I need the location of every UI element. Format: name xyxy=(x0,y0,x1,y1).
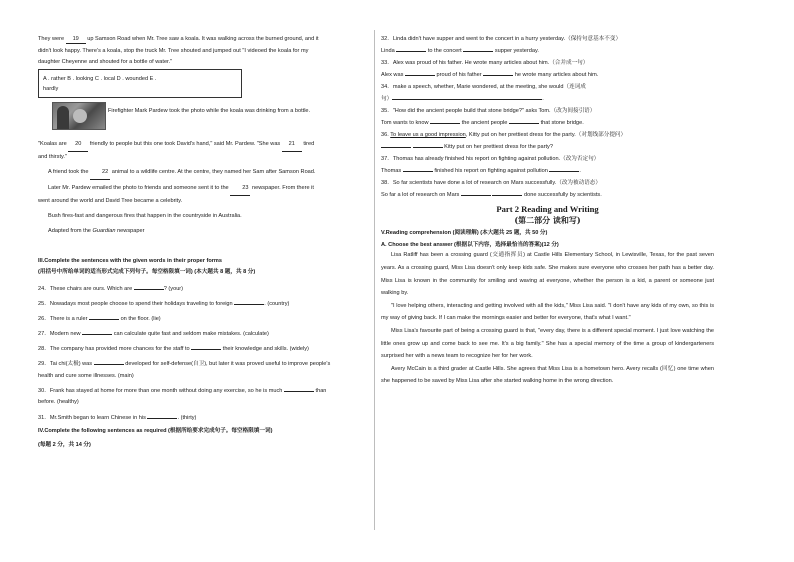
blank-23[interactable]: 23 xyxy=(230,183,250,196)
column-divider xyxy=(374,30,375,530)
question-35-answer xyxy=(381,120,714,128)
passage-line: and thirsty." xyxy=(38,153,67,160)
blank-21[interactable]: 21 xyxy=(282,139,302,152)
answer-blank[interactable] xyxy=(134,289,164,290)
text: their knowledge and skills. (widely) xyxy=(222,346,309,353)
text: friendly to people but this one took David's hand," said Mr. Pardew. "She was xyxy=(89,141,281,148)
answer-blank[interactable] xyxy=(381,147,411,148)
blank-20[interactable]: 20 xyxy=(68,139,88,152)
question-30 xyxy=(38,386,368,398)
part-2-subtitle: (第二部分 读和写) xyxy=(514,214,581,225)
question-32: 32．Linda didn't have supper and went to the concert in a hurry yesterday.（保持句意基本不变） xyxy=(381,36,622,42)
question-37-answer: Thomas finished his report on fighting against pollution . xyxy=(381,167,581,174)
text: Later Mr. Pardew emailed the photo to friends and someone sent it to the xyxy=(48,185,229,191)
text: Kitty put on her prettiest dress for the party? xyxy=(444,143,553,150)
answer-blank[interactable] xyxy=(463,51,493,52)
footnote: Bush fires-fast and dangerous fires that happen in the countryside in Australia. xyxy=(48,212,242,219)
answer-blank[interactable] xyxy=(89,319,119,320)
answer-line[interactable] xyxy=(392,99,542,100)
blank-19[interactable]: 19 xyxy=(66,36,86,44)
text: newspaper. From there it xyxy=(252,185,314,191)
photo-row xyxy=(38,102,368,132)
passage-line xyxy=(38,167,368,180)
answer-blank[interactable] xyxy=(82,334,112,335)
passage-line xyxy=(38,36,368,44)
text: up Samson Road when Mr. Tree saw a koala. It was walking across the burned ground, and it xyxy=(87,36,319,42)
text: 25．Nowadays most people choose to spend their holidays traveling to foreign xyxy=(38,300,233,307)
answer-blank[interactable] xyxy=(403,171,433,172)
text: Adapted from the xyxy=(48,227,91,234)
part-2-title: Part 2 Reading and Writing xyxy=(496,203,599,214)
text: supper yesterday. xyxy=(494,47,539,54)
section-4-subtitle: (每题 2 分，共 14 分) xyxy=(38,442,91,449)
passage-line: went around the world and David Tree became a celebrity. xyxy=(38,197,183,204)
text: done successfully by scientists. xyxy=(524,191,602,198)
text: developed for self-defense(自卫), but later it was proved useful to improve people's xyxy=(125,361,331,368)
text: Alex was xyxy=(381,71,404,78)
text: , Kitty put on her prettiest dress for the party.（对划线部分提问） xyxy=(465,131,627,138)
question-26 xyxy=(38,314,368,326)
question-34: 34．make a speech, whether, Marie wondered, at the meeting, she would（连词成 xyxy=(381,83,586,90)
text: 句） xyxy=(381,95,393,102)
source-name: Guardian xyxy=(92,227,116,234)
text: that stone bridge. xyxy=(540,119,584,126)
text: on the floor. (lie) xyxy=(120,315,161,322)
right-column xyxy=(381,36,714,388)
question-35: 35．"How did the ancient people build that stone bridge?" asks Tom.（改为间接引语） xyxy=(381,107,596,114)
text: "Koalas are xyxy=(38,141,67,148)
left-column xyxy=(38,36,368,449)
question-34-answer: 句） . xyxy=(381,95,544,102)
text: finished his report on fighting against pollution xyxy=(434,167,548,174)
question-29 xyxy=(38,359,368,371)
question-36 xyxy=(381,132,714,140)
answer-blank[interactable] xyxy=(284,391,314,392)
koala-photo xyxy=(52,102,106,130)
answer-blank[interactable] xyxy=(191,349,221,350)
text: he wrote many articles about him. xyxy=(514,71,599,78)
text: to the concert xyxy=(427,47,462,54)
answer-blank[interactable] xyxy=(509,123,539,124)
question-29-cont: health and cure some illnesses. (main) xyxy=(38,372,134,379)
answer-blank[interactable] xyxy=(234,304,264,305)
answer-blank[interactable] xyxy=(94,364,124,365)
section-5-title: V.Reading comprehension (阅读理解) (本大题共 25 题，共 50 分) xyxy=(381,229,548,236)
answer-blank[interactable] xyxy=(430,123,460,124)
question-37: 37．Thomas has already finished his report on fighting against pollution.（改为否定句） xyxy=(381,155,600,162)
photo-caption: Firefighter Mark Pardew took the photo while the koala was drinking from a bottle. xyxy=(108,108,311,115)
firefighter-figure xyxy=(57,106,69,130)
text: 29．Tai chi(太极) was xyxy=(38,361,93,368)
question-28 xyxy=(38,344,368,356)
text: tired xyxy=(303,141,315,148)
text: 27．Modern new xyxy=(38,330,81,337)
question-38: 38．So far scientists have done a lot of research on Mars successfully.（改为被动语态） xyxy=(381,179,601,186)
word-options-cont: hardly xyxy=(43,86,59,93)
question-33: 33．Alex was proud of his father. He wrote many articles about him.（合并成一句） xyxy=(381,59,589,66)
text: Tom wants to know xyxy=(381,119,429,126)
text: proud of his father xyxy=(436,71,482,78)
blank-22[interactable]: 22 xyxy=(90,167,110,180)
text: So far a lot of research on Mars xyxy=(381,191,460,198)
section-a-title: A. Choose the best answer (根据以下内容，选择最恰当的答案)(12 分) xyxy=(381,241,559,248)
question-31 xyxy=(38,413,368,425)
question-32-answer xyxy=(381,48,714,56)
text: animal to a wildlife centre. At the centre, they named her Sam after Samson Road. xyxy=(111,168,316,175)
text: . (country) xyxy=(264,300,290,307)
text: They were xyxy=(38,36,65,42)
koala-figure xyxy=(73,109,87,123)
reading-paragraph-1: Lisa Ratliff has been a crossing guard (交通指挥员) at Castle Hills Elementary School, in Lewisville, Texas, for the past seven years. As a crossing guard, Miss Lisa doesn't only keep kids safe. She makes sure everyone who crosses her path has a better day. Miss Lisa is known in the community for smiling and waving at everyone, whether the person is a kid, a parent or someone just walking by. xyxy=(381,252,714,297)
passage-line: didn't look happy. There's a koala, stop the truck Mr. Tree shouted and jumped out "I videoed the koala for my xyxy=(38,47,309,54)
section-3-subtitle: (用括号中所给单词的适当形式完成下列句子。每空格限填一词) (本大题共 8 题，共 8 分) xyxy=(38,269,256,276)
text: than xyxy=(315,387,327,394)
answer-blank[interactable] xyxy=(413,147,443,148)
answer-blank[interactable] xyxy=(461,195,491,196)
text: Thomas xyxy=(381,167,402,174)
question-36-answer xyxy=(381,144,714,152)
underlined-phrase: To leave us a good impression xyxy=(390,131,466,138)
answer-blank[interactable] xyxy=(483,75,513,76)
text: can calculate quite fast and seldom make mistakes. (calculate) xyxy=(113,330,269,337)
question-38-answer xyxy=(381,192,714,200)
text: 24．These chairs are ours. Which are xyxy=(38,285,133,292)
section-4-title: IV.Complete the following sentences as required (根据所给要求完成句子。每空格限填一词) xyxy=(38,427,273,434)
text: Linda xyxy=(381,47,395,54)
question-30-cont: before. (healthy) xyxy=(38,399,79,406)
answer-blank[interactable] xyxy=(549,171,579,172)
question-24 xyxy=(38,284,368,296)
question-25 xyxy=(38,299,368,311)
reading-paragraph-3: Miss Lisa's favourite part of being a crossing guard is that, "every day, there is a different special moment. I just love watching the little ones grow up and come back to see me. It's a big family." She has a special memory of the time a group of kindergarteners surprised her with a news team to recognize her for her work. xyxy=(381,327,714,360)
source-line xyxy=(38,226,368,238)
word-options: A . rather B . looking C . local D . wounded E . xyxy=(43,76,157,83)
text: ? (your) xyxy=(163,285,184,292)
text: 28．The company has provided more chances for the staff to xyxy=(38,346,190,353)
answer-blank[interactable] xyxy=(147,418,177,419)
question-33-answer xyxy=(381,72,714,80)
section-3-title: III.Complete the sentences with the given words in their proper forms xyxy=(38,258,223,265)
text: newspaper xyxy=(117,227,145,234)
text: A friend took the xyxy=(48,168,89,175)
text: 26．There is a ruler xyxy=(38,315,88,322)
text: 30．Frank has stayed at home for more than one month without doing any exercise, so he is much xyxy=(38,387,283,394)
question-27 xyxy=(38,329,368,341)
text: 31．Mr.Smith began to learn Chinese in his xyxy=(38,414,146,421)
reading-paragraph-2: "I love helping others, interacting and getting involved with all the kids," Miss Lisa said. "I don't have any kids of my own, so this is my way of giving back. If I can make the mornings easier and better for everyone, that's what I want." xyxy=(381,302,714,322)
text: . (thirty) xyxy=(177,414,197,421)
passage-line xyxy=(38,139,368,152)
answer-blank[interactable] xyxy=(492,195,522,196)
text: 36. xyxy=(381,131,389,138)
passage-line: daughter Cheyenne and shouted for a bottle of water." xyxy=(38,58,173,65)
reading-paragraph-4: Avery McCain is a third grader at Castle Hills. She agrees that Miss Lisa is a hometown hero. Avery recalls (回忆) one time when she happened to be saved by Miss Lisa after she started walking home in the wrong direction. xyxy=(381,365,714,385)
answer-blank[interactable] xyxy=(396,51,426,52)
passage-line xyxy=(38,183,368,196)
word-options-box xyxy=(38,69,242,98)
text: the ancient people xyxy=(461,119,508,126)
answer-blank[interactable] xyxy=(405,75,435,76)
